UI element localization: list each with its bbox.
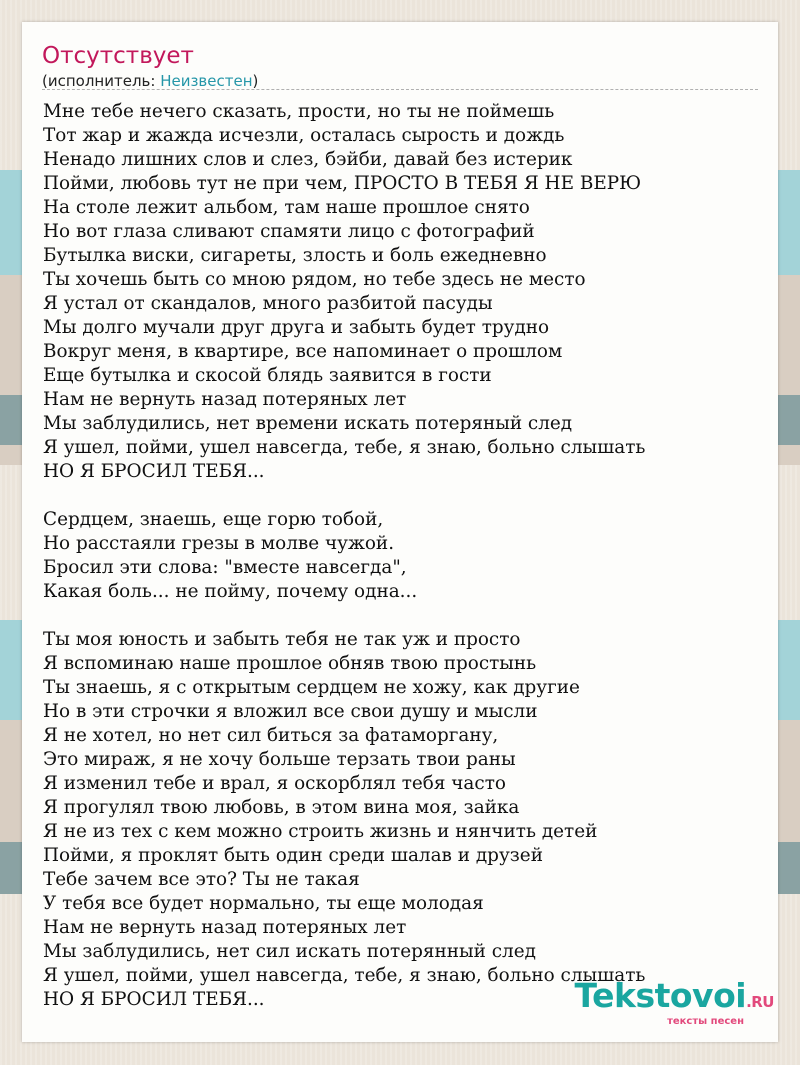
lyric-line: Нам не вернуть назад потеряных лет (43, 917, 407, 938)
lyric-line: Нам не вернуть назад потеряных лет (43, 389, 407, 410)
lyric-line: Ненадо лишних слов и слез, бэйби, давай без истерик (43, 149, 573, 170)
logo-tagline: тексты песен (667, 1016, 744, 1027)
song-title: Отсутствует (42, 43, 194, 69)
artist-link[interactable]: Неизвестен (160, 72, 253, 90)
lyric-line: На столе лежит альбом, там наше прошлое снято (43, 197, 530, 218)
lyric-line: Я прогулял твою любовь, в этом вина моя, зайка (43, 797, 520, 818)
lyric-line: Ты хочешь быть со мною рядом, но тебе здесь не место (43, 269, 586, 290)
lyrics-card (22, 22, 778, 1042)
logo-wordmark (575, 978, 774, 1020)
lyric-line: У тебя все будет нормально, ты еще молодая (43, 893, 484, 914)
lyric-line: Я не хотел, но нет сил биться за фатаморгану, (43, 725, 499, 746)
lyric-line: Сердцем, знаешь, еще горю тобой, (43, 509, 384, 530)
lyric-line: Я не из тех с кем можно строить жизнь и нянчить детей (43, 821, 598, 842)
lyric-line: Я устал от скандалов, много разбитой пасуды (43, 293, 493, 314)
lyric-line: Я изменил тебе и врал, я оскорблял тебя часто (43, 773, 506, 794)
lyric-line: Я ушел, пойми, ушел навсегда, тебе, я знаю, больно слышать (43, 437, 646, 458)
lyric-line: Мы заблудились, нет сил искать потерянный след (43, 941, 536, 962)
lyric-line: Мы долго мучали друг друга и забыть будет трудно (43, 317, 550, 338)
lyric-line: Ты знаешь, я с открытым сердцем не хожу, как другие (43, 677, 580, 698)
lyric-line: Ты моя юность и забыть тебя не так уж и просто (43, 629, 521, 650)
lyric-line (43, 484, 759, 508)
lyric-line: Мне тебе нечего сказать, прости, но ты не поймешь (43, 101, 555, 122)
lyric-line: Тебе зачем все это? Ты не такая (43, 869, 360, 890)
lyric-line: Я ушел, пойми, ушел навсегда, тебе, я знаю, больно слышать (43, 965, 646, 986)
artist-line (42, 71, 258, 91)
lyrics-text (43, 100, 759, 1012)
lyric-line: Но вот глаза сливают спамяти лицо с фотографий (43, 221, 535, 242)
lyric-line: Тот жар и жажда исчезли, осталась сырость и дождь (43, 125, 565, 146)
lyric-line: Еще бутылка и скосой блядь заявится в гости (43, 365, 492, 386)
lyric-line: Пойми, любовь тут не при чем, ПРОСТО В ТЕБЯ Я НЕ ВЕРЮ (43, 173, 642, 194)
lyric-line: Бросил эти слова: "вместе навсегда", (43, 557, 407, 578)
lyric-line: НО Я БРОСИЛ ТЕБЯ... (43, 989, 265, 1010)
lyric-line: Вокруг меня, в квартире, все напоминает о прошлом (43, 341, 563, 362)
divider (42, 89, 758, 90)
lyric-line (43, 604, 759, 628)
lyric-line: Но расстаяли грезы в молве чужой. (43, 533, 395, 554)
site-logo[interactable] (575, 978, 774, 1027)
lyric-line: НО Я БРОСИЛ ТЕБЯ... (43, 461, 265, 482)
lyric-line: Но в эти строчки я вложил все свои душу и мысли (43, 701, 538, 722)
artist-prefix: (исполнитель: (42, 72, 161, 90)
logo-main-text: Tekstovoi (574, 976, 747, 1015)
lyric-line: Какая боль... не пойму, почему одна... (43, 581, 418, 602)
logo-tld: .RU (746, 993, 774, 1011)
lyric-line: Я вспоминаю наше прошлое обняв твою простынь (43, 653, 537, 674)
lyric-line: Бутылка виски, сигареты, злость и боль ежедневно (43, 245, 547, 266)
lyric-line: Пойми, я проклят быть один среди шалав и друзей (43, 845, 543, 866)
lyric-line: Это мираж, я не хочу больше терзать твои раны (43, 749, 516, 770)
artist-suffix: ) (252, 72, 259, 90)
lyric-line: Мы заблудились, нет времени искать потеряный след (43, 413, 573, 434)
